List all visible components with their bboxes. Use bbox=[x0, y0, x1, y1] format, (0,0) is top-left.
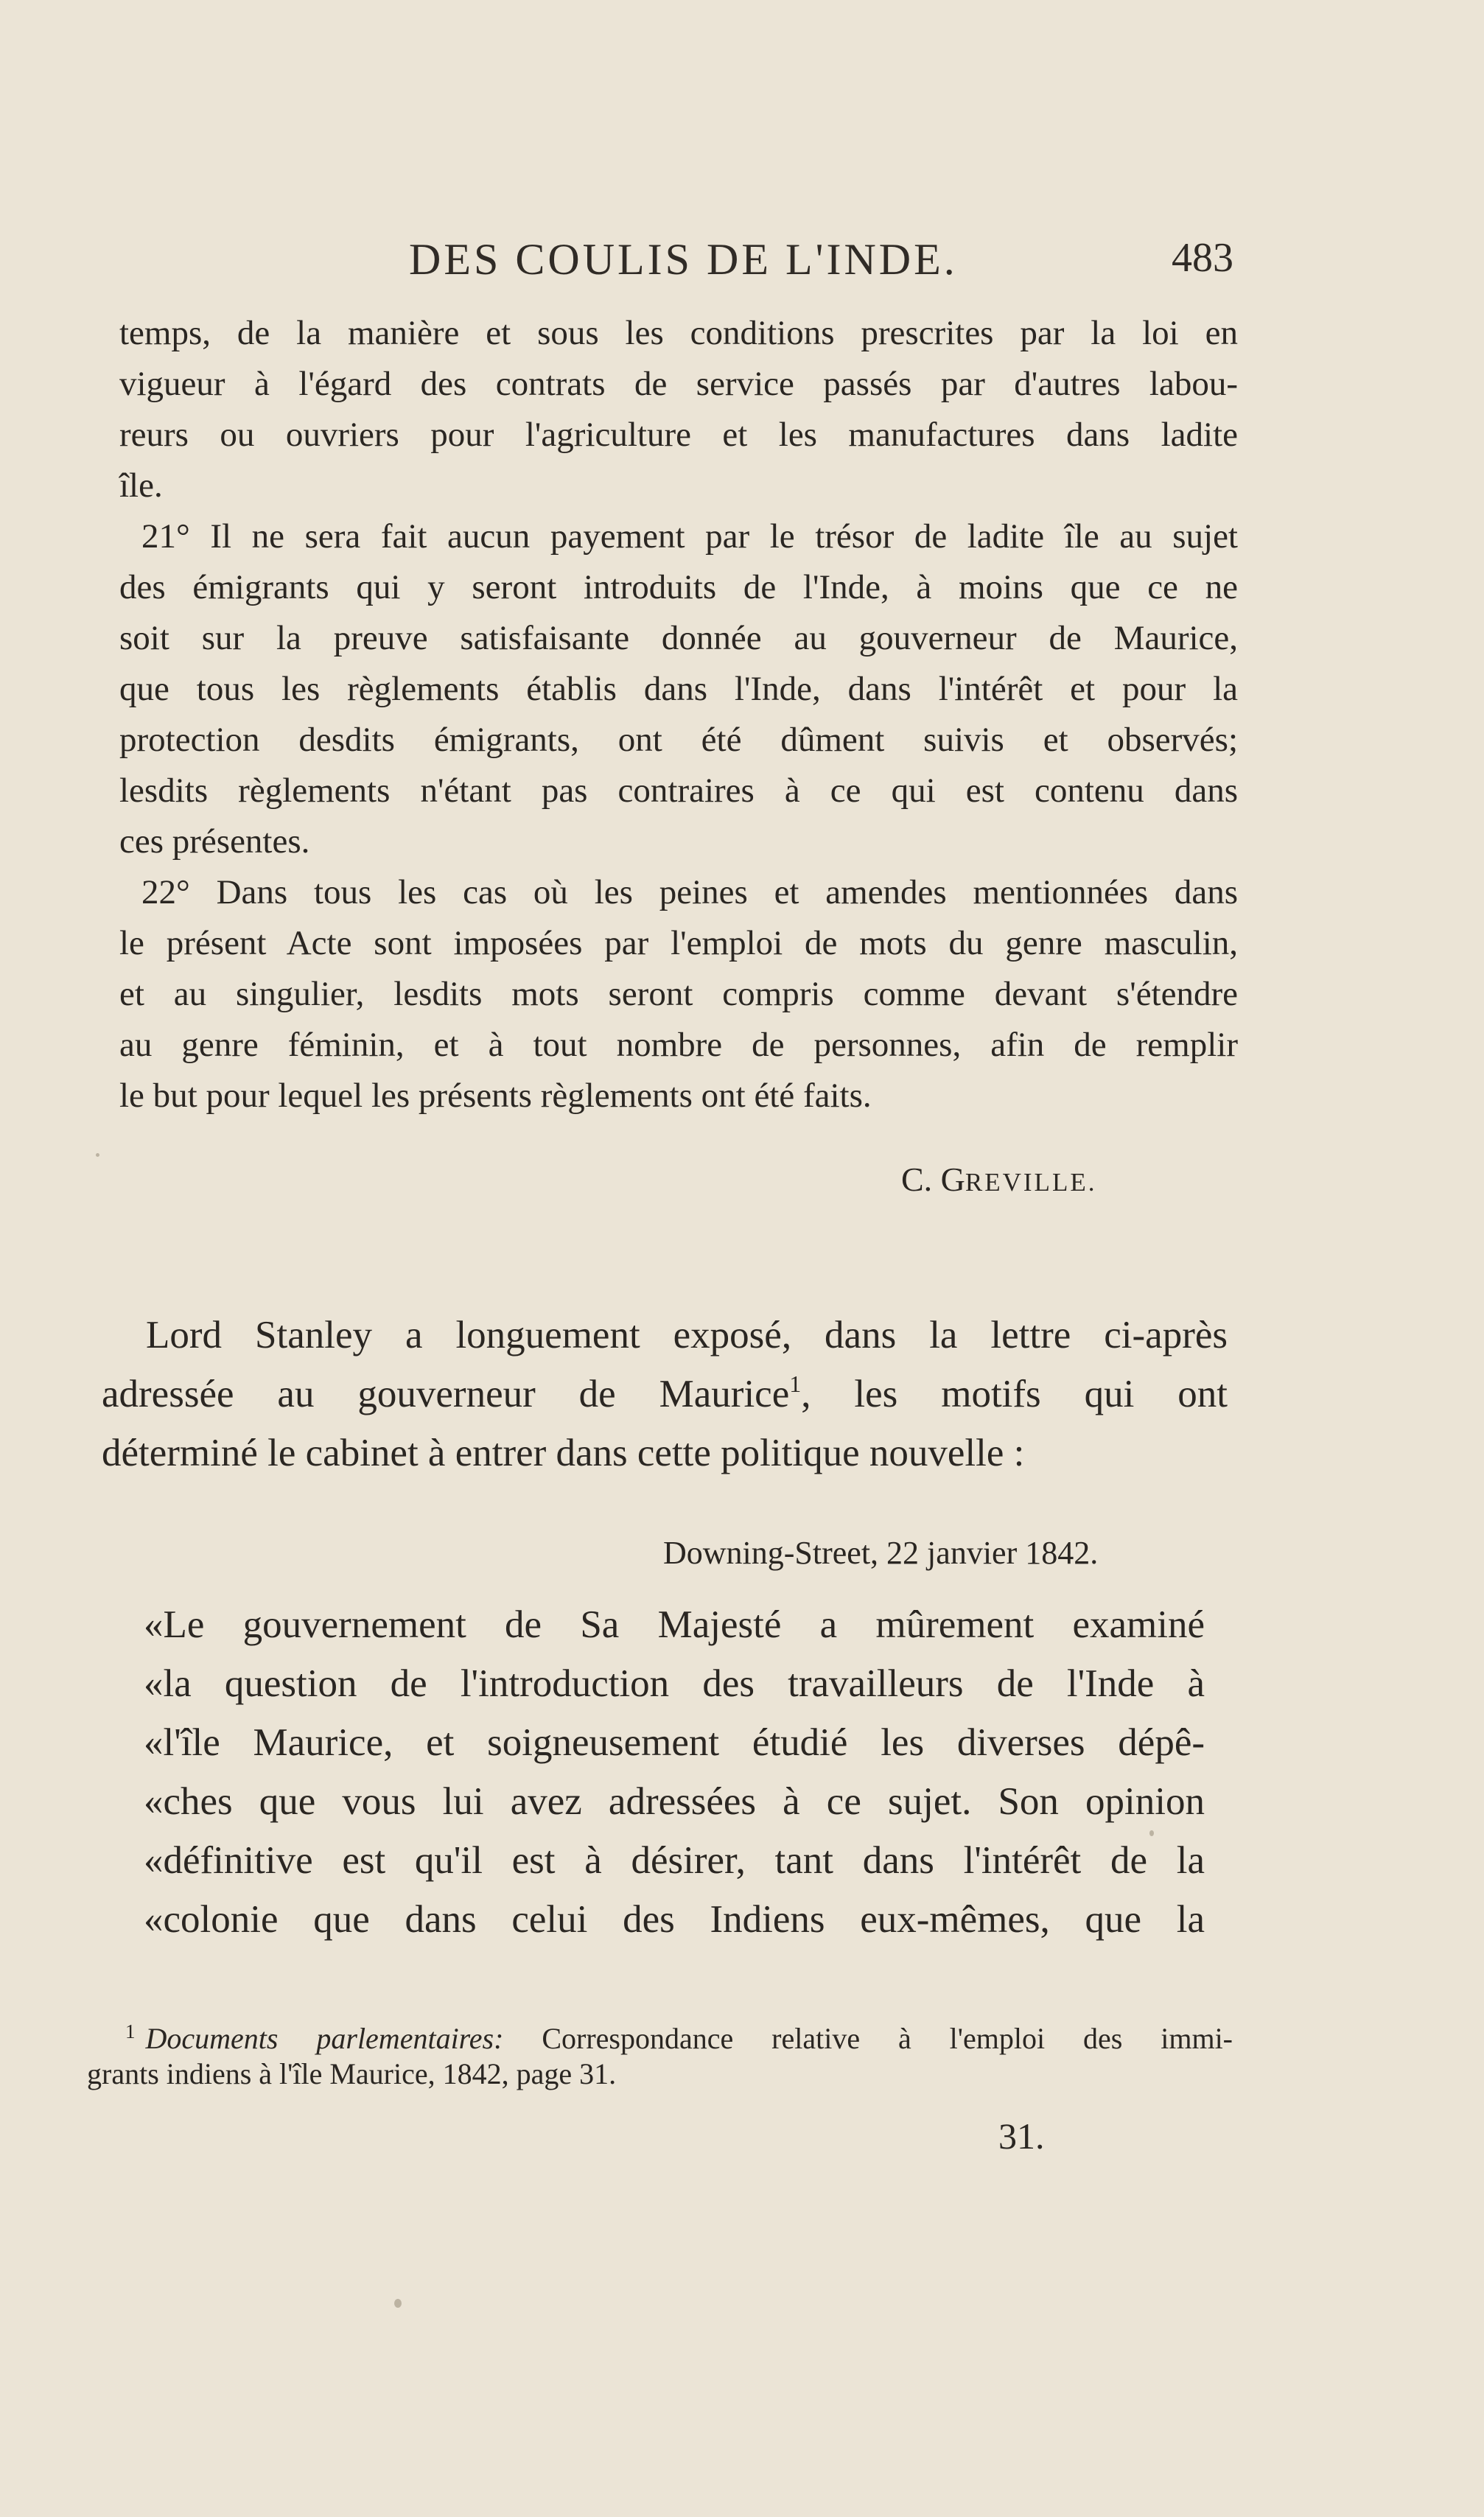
article-22-line: 22° Dans tous les cas où les peines et amendes mentionnées dans bbox=[141, 873, 1238, 911]
paper-spot bbox=[96, 1153, 99, 1157]
running-title: DES COULIS DE L'INDE. bbox=[409, 235, 958, 284]
footnote bbox=[87, 2010, 1233, 2096]
text-line: le présent Acte sont imposées par l'emploi de mots du genre masculin, bbox=[119, 924, 1238, 962]
letter-dateline: Downing-Street, 22 janvier 1842. bbox=[663, 1535, 1099, 1571]
letter-line: «Le gouvernement de Sa Majesté a mûrement examiné bbox=[144, 1603, 1205, 1646]
page-number: 483 bbox=[1172, 235, 1233, 281]
intro-line: déterminé le cabinet à entrer dans cette politique nouvelle : bbox=[102, 1432, 1025, 1474]
intro-text: adressée au gouverneur de Maurice bbox=[102, 1373, 790, 1415]
text-line: et au singulier, lesdits mots seront compris comme devant s'étendre bbox=[119, 975, 1238, 1013]
text-line: île. bbox=[119, 466, 163, 505]
letter-text bbox=[144, 1595, 1205, 1949]
text-line: vigueur à l'égard des contrats de service passés par d'autres labou- bbox=[119, 365, 1238, 403]
text-line: temps, de la manière et sous les conditions prescrites par la loi en bbox=[119, 314, 1238, 352]
signature-surname: REVILLE. bbox=[965, 1168, 1097, 1197]
article-21-line: 21° Il ne sera fait aucun payement par le trésor de ladite île au sujet bbox=[141, 517, 1238, 556]
paper-spot bbox=[394, 2299, 402, 2308]
letter-line: «l'île Maurice, et soigneusement étudié les diverses dépê- bbox=[144, 1721, 1205, 1764]
text-line: ces présentes. bbox=[119, 822, 310, 861]
signature-initial: C. G bbox=[901, 1161, 965, 1198]
letter-line: «ches que vous lui avez adressées à ce sujet. Son opinion bbox=[144, 1780, 1205, 1823]
text-line: reurs ou ouvriers pour l'agriculture et les manufactures dans ladite bbox=[119, 416, 1238, 454]
footnote-line: grants indiens à l'île Maurice, 1842, page 31. bbox=[87, 2057, 617, 2090]
footnote-marker: 1 bbox=[125, 2020, 136, 2042]
text-line: que tous les règlements établis dans l'Inde, dans l'intérêt et pour la bbox=[119, 670, 1238, 708]
text-line: soit sur la preuve satisfaisante donnée au gouverneur de Maurice, bbox=[119, 619, 1238, 657]
signature-mark: 31. bbox=[998, 2115, 1045, 2157]
intro-text: , les motifs qui ont bbox=[801, 1373, 1228, 1415]
letter-line: «colonie que dans celui des Indiens eux-mêmes, que la bbox=[144, 1898, 1205, 1941]
letter-line: «la question de l'introduction des travailleurs de l'Inde à bbox=[144, 1662, 1205, 1705]
footnote-text: Correspondance relative à l'emploi des immi- bbox=[542, 2022, 1233, 2055]
text-line: lesdits règlements n'étant pas contraires à ce qui est contenu dans bbox=[119, 771, 1238, 810]
text-line: au genre féminin, et à tout nombre de personnes, afin de remplir bbox=[119, 1026, 1238, 1064]
article-text bbox=[119, 308, 1238, 1121]
intro-paragraph bbox=[102, 1306, 1228, 1482]
text-line: le but pour lequel les présents règlements ont été faits. bbox=[119, 1077, 872, 1115]
intro-line bbox=[102, 1365, 1228, 1424]
footnote-source: Documents parlementaires: bbox=[145, 2022, 504, 2055]
intro-line: Lord Stanley a longuement exposé, dans la lettre ci-après bbox=[146, 1314, 1228, 1356]
letter-line: «définitive est qu'il est à désirer, tant dans l'intérêt de la bbox=[144, 1839, 1205, 1882]
page-header bbox=[0, 234, 1484, 286]
signature bbox=[901, 1160, 1096, 1199]
text-line: des émigrants qui y seront introduits de l'Inde, à moins que ce ne bbox=[119, 568, 1238, 606]
footnote-reference: 1 bbox=[789, 1370, 802, 1397]
text-line: protection desdits émigrants, ont été dûment suivis et observés; bbox=[119, 721, 1238, 759]
footnote-line bbox=[87, 2010, 1233, 2053]
